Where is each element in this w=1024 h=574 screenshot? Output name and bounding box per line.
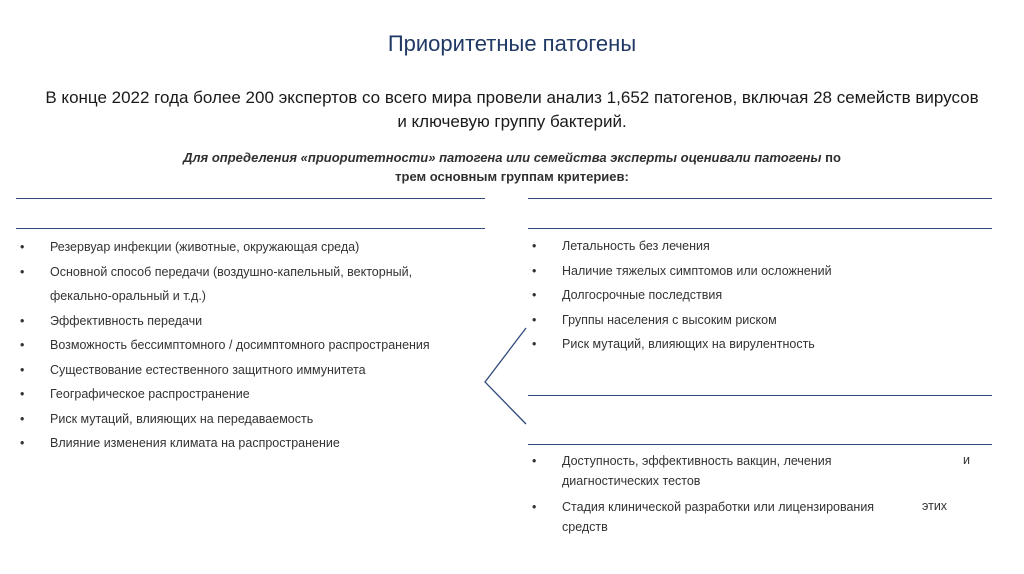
list-item: • Риск мутаций, влияющих на передаваемость [16, 407, 486, 432]
list-item: • Летальность без лечения [528, 234, 988, 259]
left-rule-bottom [16, 228, 485, 229]
list-item-continuation: фекально-оральный и т.д.) [50, 289, 206, 303]
right-rule-2 [528, 228, 992, 229]
list-item: • Географическое распространение [16, 382, 486, 407]
criteria-line2: трем основным группам критериев: [395, 169, 629, 184]
list-item: • Риск мутаций, влияющих на вирулентность [528, 332, 988, 357]
left-criteria-list [16, 235, 486, 456]
connector-bracket [480, 320, 530, 430]
list-item [528, 497, 988, 537]
left-rule-top [16, 198, 485, 199]
list-item-text-line2: диагностических тестов [562, 474, 701, 488]
severity-criteria-list [528, 234, 988, 357]
right-rule-3 [528, 395, 992, 396]
intro-paragraph: В конце 2022 года более 200 экспертов со всего мира провели анализ 1,652 патогенов, включая 28 семейств вирусов и ключевую группу бактерий. [45, 88, 979, 131]
list-item: • Основной способ передачи (воздушно-капельный, векторный, [16, 260, 486, 285]
page-title: Приоритетные патогены [387, 31, 637, 56]
list-item: • Наличие тяжелых симптомов или осложнений [528, 259, 988, 284]
right-rule-4 [528, 444, 992, 445]
criteria-italic: Для определения «приоритетности» патогена или семейства эксперты оценивали патогены [183, 150, 822, 165]
list-item: • Существование естественного защитного иммунитета [16, 358, 486, 383]
list-item-suffix: этих [922, 499, 948, 513]
list-item: • Долгосрочные последствия [528, 283, 988, 308]
list-item-text: Стадия клинической разработки или лицензирования [562, 500, 875, 514]
list-item: • Резервуар инфекции (животные, окружающая среда) [16, 235, 486, 260]
list-item: • Группы населения с высоким риском [528, 308, 988, 333]
countermeasures-criteria-list [528, 451, 988, 543]
list-item-text-line2: средств [562, 520, 608, 534]
list-item: • Эффективность передачи [16, 309, 486, 334]
list-item-text: Доступность, эффективность вакцин, лечения [562, 454, 832, 468]
list-item [528, 451, 988, 491]
list-item-suffix: и [963, 453, 970, 467]
list-item: • Возможность бессимптомного / досимптомного распространения [16, 333, 486, 358]
list-item: • Влияние изменения климата на распространение [16, 431, 486, 456]
criteria-end: по [821, 150, 841, 165]
criteria-heading [60, 148, 964, 186]
right-rule-1 [528, 198, 992, 199]
